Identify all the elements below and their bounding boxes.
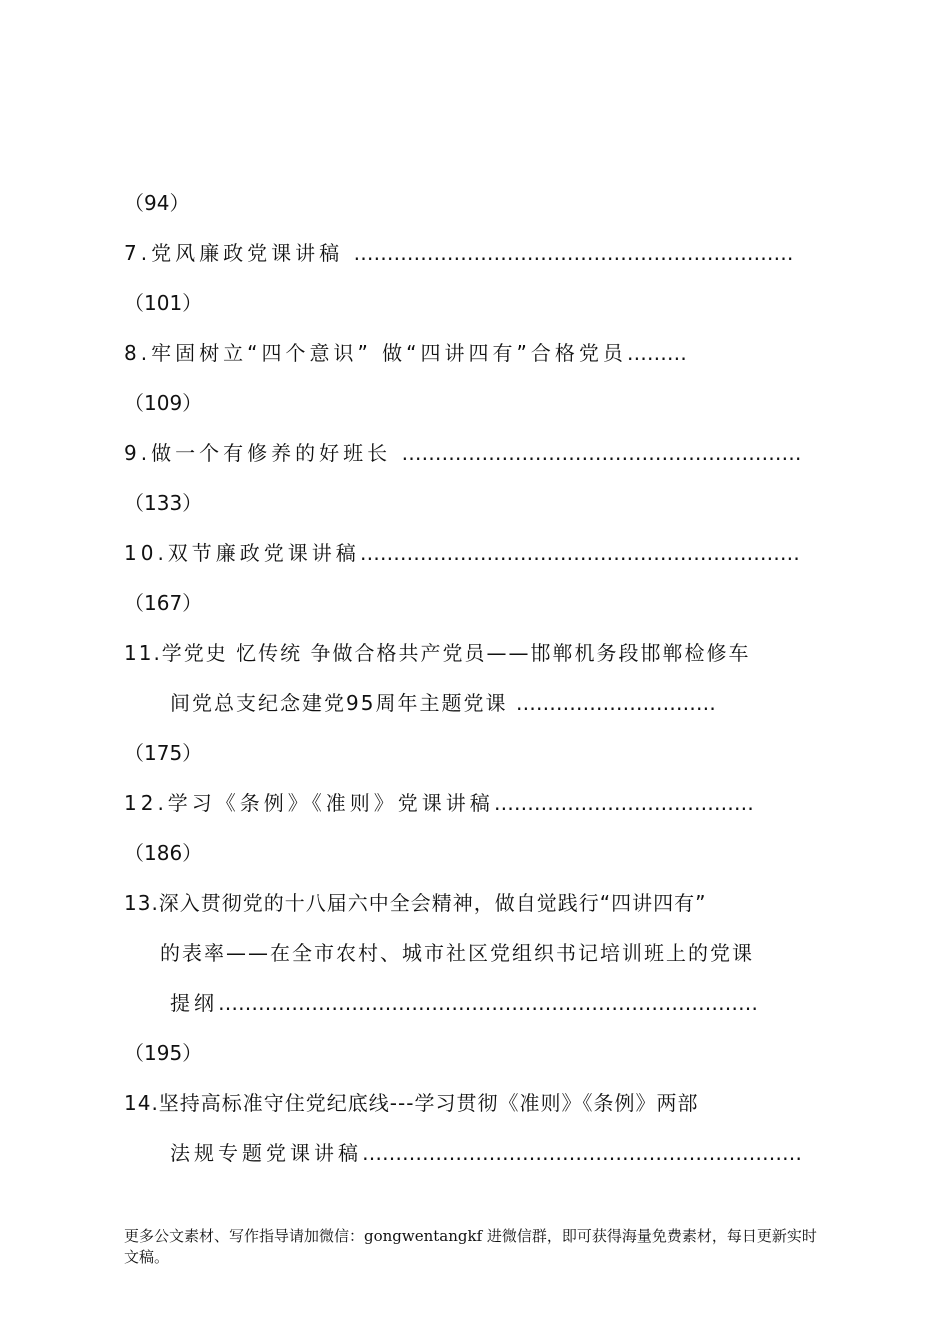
toc-entry-page: （167） bbox=[124, 591, 203, 615]
toc-entry-title-line2: 的表率——在全市农村、城市社区党组织书记培训班上的党课 bbox=[160, 941, 754, 965]
dot-leader: …………………………………………………… bbox=[401, 441, 802, 465]
toc-entry-14-cont bbox=[170, 1138, 828, 1168]
toc-entry-page: （133） bbox=[124, 491, 203, 515]
toc-entry-11-cont bbox=[170, 688, 828, 718]
toc-entry-title-line1: 14.坚持高标准守住党纪底线---学习贯彻《准则》《条例》两部 bbox=[124, 1091, 699, 1115]
toc-entry-title: 9.做一个有修养的好班长 bbox=[124, 441, 402, 465]
toc-entry-13 bbox=[124, 888, 828, 918]
toc-entry-page: （195） bbox=[124, 1041, 203, 1065]
toc-entry-page: （186） bbox=[124, 841, 203, 865]
toc-entry-10 bbox=[124, 538, 828, 568]
toc-entry-7 bbox=[124, 238, 828, 268]
dot-leader: ………………………………………………………… bbox=[362, 1141, 802, 1165]
toc-entry-page: （109） bbox=[124, 391, 203, 415]
toc-entry-title-line3: 提纲 bbox=[170, 991, 218, 1015]
toc-entry-14 bbox=[124, 1088, 828, 1118]
toc-entry-title-line2: 间党总支纪念建党95周年主题党课 bbox=[170, 691, 516, 715]
dot-leader: ……… bbox=[626, 341, 687, 365]
toc-entry-12 bbox=[124, 788, 828, 818]
toc-entry-13-cont bbox=[160, 938, 828, 968]
toc-entry-title: 8.牢固树立“四个意识” 做“四讲四有”合格党员 bbox=[124, 341, 627, 365]
footer-note: 更多公文素材、写作指导请加微信：gongwentangkf 进微信群，即可获得海量免费素材，每日更新实时文稿。 bbox=[124, 1227, 817, 1266]
toc-entry-title: 7.党风廉政党课讲稿 bbox=[124, 241, 354, 265]
toc-entry-9 bbox=[124, 438, 828, 468]
dot-leader: ………………………… bbox=[515, 691, 716, 715]
toc-entry-title: 12.学习《条例》《准则》党课讲稿 bbox=[124, 791, 494, 815]
dot-leader: ………………………………… bbox=[493, 791, 754, 815]
dot-leader: ……………………………………………………………………… bbox=[218, 991, 758, 1015]
dot-leader: ………………………………………………………… bbox=[353, 241, 794, 265]
toc-entry-title-line2: 法规专题党课讲稿 bbox=[170, 1141, 362, 1165]
dot-leader: ………………………………………………………… bbox=[359, 541, 800, 565]
toc-entry-13-cont2 bbox=[170, 988, 828, 1018]
toc-entry-11 bbox=[124, 638, 828, 668]
toc-entry-page: （175） bbox=[124, 741, 203, 765]
toc-entry-title: 10.双节廉政党课讲稿 bbox=[124, 541, 360, 565]
toc-entry-8 bbox=[124, 338, 828, 368]
toc-entry-page: （101） bbox=[124, 291, 203, 315]
toc-entry-title-line1: 11.学党史 忆传统 争做合格共产党员——邯郸机务段邯郸检修车 bbox=[124, 641, 751, 665]
page-number-94: （94） bbox=[124, 191, 190, 215]
toc-entry-title-line1: 13.深入贯彻党的十八届六中全会精神，做自觉践行“四讲四有” bbox=[124, 891, 707, 915]
